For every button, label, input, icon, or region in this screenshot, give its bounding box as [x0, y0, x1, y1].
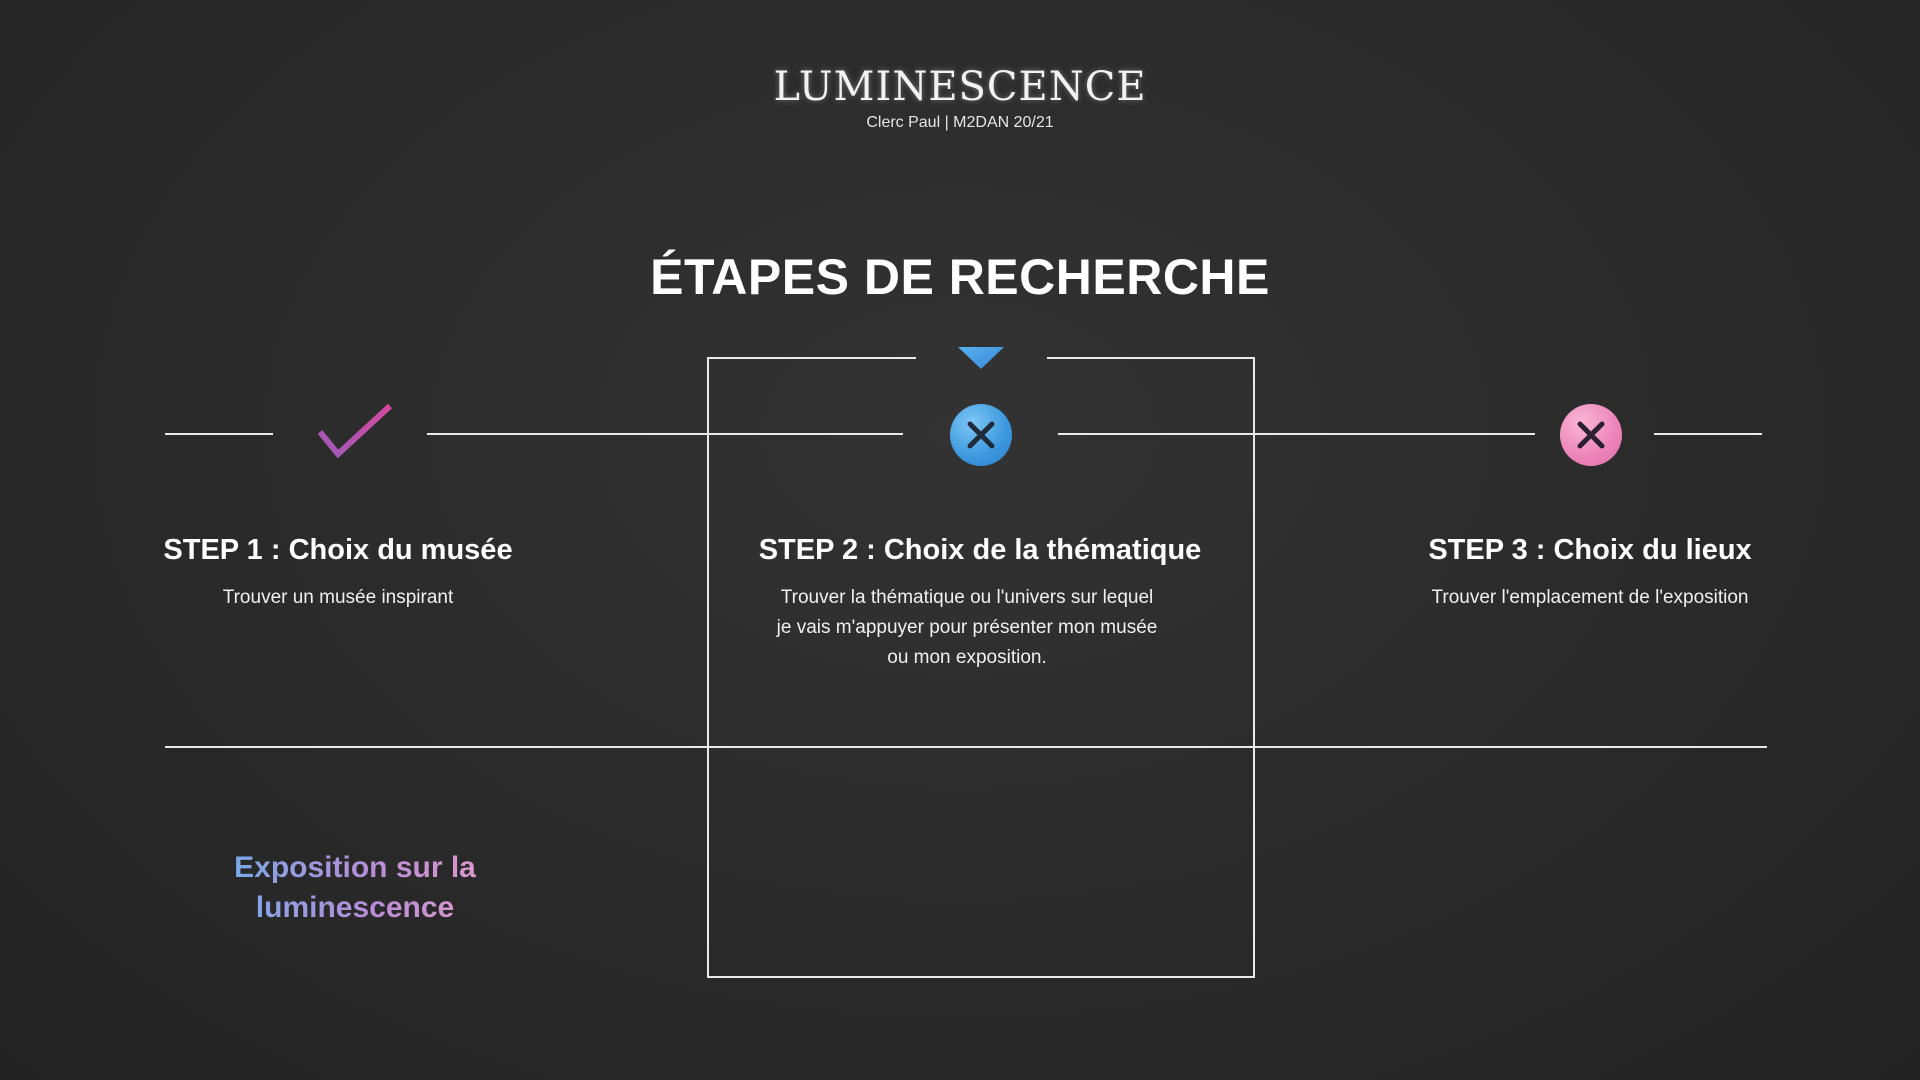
close-icon — [1560, 404, 1622, 466]
step3-status-icon — [1560, 404, 1622, 466]
logo-subtitle: Clerc Paul | M2DAN 20/21 — [866, 114, 1054, 131]
logo — [760, 62, 1160, 132]
step3-description: Trouver l'emplacement de l'exposition — [1431, 587, 1749, 608]
highlight-box-top-border-left — [707, 357, 916, 359]
divider-line — [165, 746, 1767, 748]
close-icon — [950, 404, 1012, 466]
highlight-box-top-border-right — [1047, 357, 1255, 359]
result-text: Exposition sur la luminescence — [200, 848, 510, 928]
highlight-box-right-border — [1253, 358, 1255, 978]
highlight-box-bottom-border — [707, 976, 1255, 978]
step1-description: Trouver un musée inspirant — [222, 587, 454, 608]
step3-title: STEP 3 : Choix du lieux — [1428, 534, 1752, 566]
pointer-triangle-icon — [958, 347, 1004, 369]
highlight-box-left-border — [707, 358, 709, 978]
timeline-segment — [1654, 433, 1762, 435]
logo-wordmark: LUMINESCENCE — [773, 64, 1147, 110]
timeline-segment — [427, 433, 903, 435]
step1-title: STEP 1 : Choix du musée — [163, 534, 513, 566]
step2-status-icon — [950, 404, 1012, 466]
page-title: ÉTAPES DE RECHERCHE — [650, 249, 1270, 305]
check-icon — [316, 402, 394, 462]
step2-title: STEP 2 : Choix de la thématique — [758, 534, 1202, 566]
step2-description: Trouver la thématique ou l'univers sur lequel je vais m'appuyer pour présenter mon musée ou mon exposition. — [776, 587, 1158, 668]
timeline-segment — [165, 433, 273, 435]
timeline-segment — [1058, 433, 1535, 435]
